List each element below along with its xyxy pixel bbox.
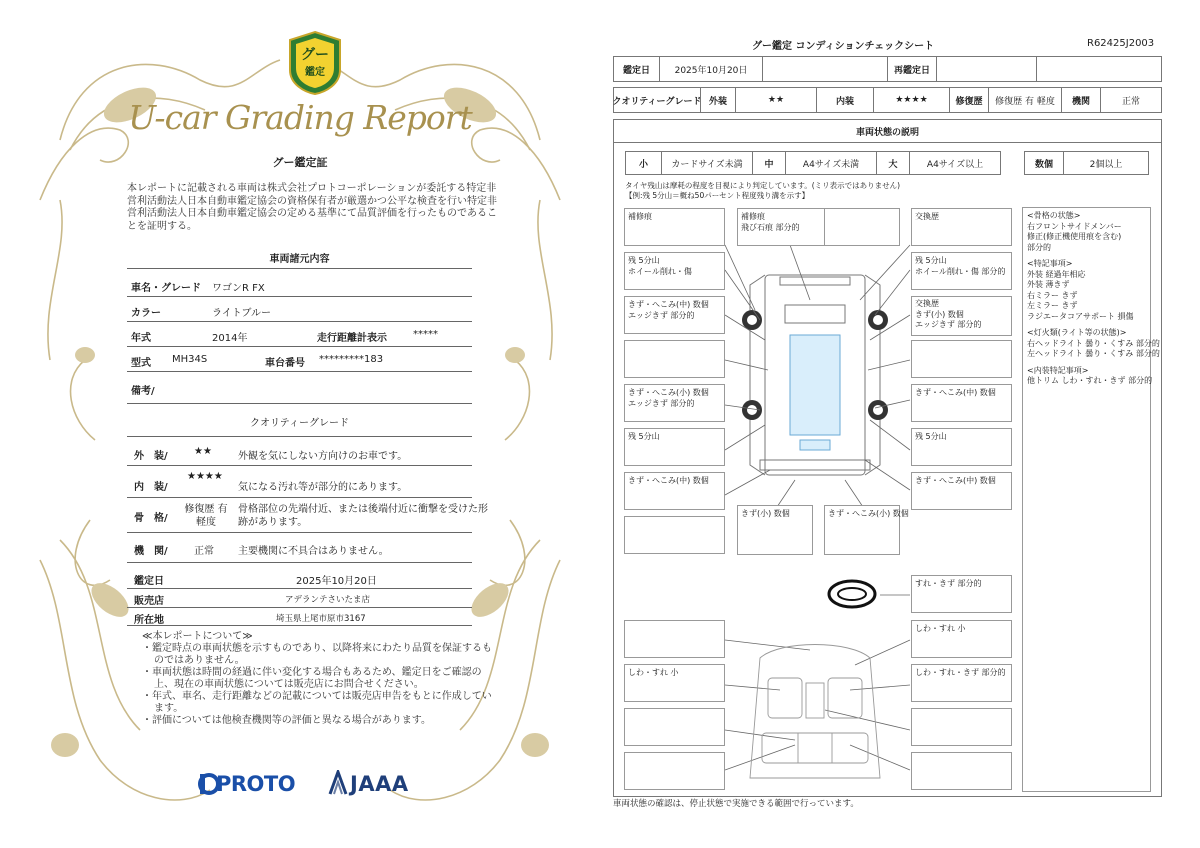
- year-label: 年式: [131, 333, 151, 344]
- engine-value: 正常: [1100, 87, 1162, 113]
- int-value: ★★★★: [873, 87, 950, 113]
- chassis-label: 車台番号: [265, 358, 305, 369]
- damage-box: 残 5分山 ホイール削れ・傷: [624, 252, 725, 290]
- damage-box: [911, 708, 1012, 746]
- color-value: ライトブルー: [212, 308, 271, 319]
- name-label: 車名・グレード: [131, 283, 201, 294]
- certificate-title: グー鑑定証: [272, 156, 328, 169]
- legend-mid-desc: A4サイズ未満: [785, 151, 877, 175]
- damage-box: すれ・きず 部分的: [911, 575, 1012, 613]
- legend-large-desc: A4サイズ以上: [909, 151, 1001, 175]
- grade-label: クオリティーグレード: [613, 87, 701, 113]
- panel-line: 部分的: [1027, 242, 1051, 252]
- panel-line: ラジエータコアサポート 損傷: [1027, 311, 1134, 321]
- mileage-label: 走行距離計表示: [317, 333, 387, 344]
- chassis-value: *********183: [319, 354, 384, 365]
- quality-int-label: 内 装/: [134, 482, 168, 493]
- note-item: ・年式、車名、走行距離などの記載については販売店申告をもとに作成しています。: [142, 691, 492, 714]
- name-value: ワゴンR FX: [212, 283, 265, 294]
- legend-small-desc: カードサイズ未満: [661, 151, 753, 175]
- legend-count: 数個: [1024, 151, 1064, 175]
- damage-box: [911, 340, 1012, 378]
- panel-line: 修正(修正機使用痕を含む): [1027, 232, 1122, 241]
- engine-label: 機関: [1061, 87, 1101, 113]
- damage-box: きず(小) 数個: [737, 505, 813, 555]
- legend-small: 小: [625, 151, 662, 175]
- quality-ext-label: 外 装/: [134, 451, 168, 462]
- ext-value: ★★: [735, 87, 817, 113]
- year-value: 2014年: [212, 333, 248, 344]
- panel-line: <内装特記事項>: [1027, 365, 1089, 375]
- dealer-value: アデランテさいたま店: [285, 595, 371, 605]
- ext-label: 外装: [700, 87, 736, 113]
- car-interior-diagram: [740, 638, 890, 790]
- repair-value: 修復歴 有 軽度: [988, 87, 1062, 113]
- panel-line: <灯火類(ライト等の状態)>: [1027, 328, 1127, 337]
- damage-box: 補修痕: [624, 208, 725, 246]
- condition-notes-panel: [1022, 207, 1160, 792]
- damage-box: きず・へこみ(中) 数個: [911, 472, 1012, 510]
- damage-box: 残 5分山 ホイール削れ・傷 部分的: [911, 252, 1012, 290]
- quality-frame-label: 骨 格/: [134, 513, 168, 524]
- note-item: ・鑑定時点の車両状態を示すものであり、以降将来にわたり品質を保証するものではありません。: [142, 643, 492, 666]
- damage-box: しわ・すれ・きず 部分的: [911, 664, 1012, 702]
- date-label: 鑑定日: [613, 56, 660, 82]
- quality-int-desc: 気になる汚れ等が部分的にあります。: [238, 482, 408, 493]
- damage-box: [911, 752, 1012, 790]
- damage-box: [824, 208, 900, 246]
- damage-box: [624, 752, 725, 790]
- damage-box: [624, 340, 725, 378]
- damage-box: 交換歴 きず(小) 数個 エッジきず 部分的: [911, 296, 1012, 336]
- panel-line: 外装 薄きず: [1027, 280, 1070, 289]
- sheet-id: R62425J2003: [1087, 38, 1155, 49]
- tire-note: タイヤ残山は摩耗の程度を目視により判定しています。(ミリ表示ではありません): [625, 181, 901, 190]
- quality-int-grade: ★★★★: [187, 471, 223, 482]
- int-label: 内装: [816, 87, 874, 113]
- dealer-label: 販売店: [134, 596, 164, 607]
- divider: [127, 268, 472, 269]
- panel-line: <特記事項>: [1027, 259, 1073, 268]
- damage-box: きず・へこみ(中) 数個: [624, 472, 725, 510]
- damage-box: [624, 620, 725, 658]
- sheet-footer: 車両状態の確認は、停止状態で実施できる範囲で行っています。: [613, 799, 859, 809]
- note-item: ・車両状態は時間の経過に伴い変化する場合もあるため、鑑定日をご確認の上、現在の車両状態については販売店にお問合せください。: [142, 667, 482, 690]
- jaaa-logo-icon: [328, 770, 348, 796]
- damage-box: 残 5分山: [624, 428, 725, 466]
- quality-title: クオリティーグレード: [250, 418, 349, 429]
- specs-title: 車両諸元内容: [269, 254, 330, 265]
- damage-box: しわ・すれ 小: [911, 620, 1012, 658]
- damage-box: きず・へこみ(小) 数個 エッジきず 部分的: [624, 384, 725, 422]
- certificate-body: 本レポートに記載される車両は株式会社プロトコーポレーションが委託する特定非営利活動法人日本自動車鑑定協会の資格保有者が厳選かつ公平な検査を行い特定非営利活動法人日本自動車鑑定協会の定める基準にて品質評価を行ったものであることを証明する。: [127, 183, 497, 232]
- condition-check-sheet: [600, 0, 1200, 848]
- proto-logo: PROTO: [216, 772, 296, 796]
- legend-count-desc: 2個以上: [1063, 151, 1149, 175]
- panel-line: 右ヘッドライト 曇り・くすみ 部分的: [1027, 338, 1160, 348]
- model-value: MH34S: [172, 354, 208, 365]
- legend-large: 大: [876, 151, 910, 175]
- quality-engine-label: 機 関/: [134, 546, 168, 557]
- legend-mid: 中: [752, 151, 786, 175]
- condition-title: 車両状態の説明: [613, 119, 1162, 143]
- report-notes: [142, 631, 492, 727]
- report-script-title: U-car Grading Report: [128, 98, 472, 137]
- panel-line: 左ヘッドライト 曇り・くすみ 部分的: [1027, 349, 1160, 358]
- panel-line: 外装 経過年相応: [1027, 269, 1086, 279]
- redate-label: 再鑑定日: [887, 56, 937, 82]
- panel-line: 右ミラー きず: [1027, 290, 1078, 300]
- damage-box: [624, 516, 725, 554]
- appraisal-date-value: 2025年10月20日: [296, 576, 377, 587]
- notes-title: ≪本レポートについて≫: [142, 631, 253, 642]
- damage-box: 交換歴: [911, 208, 1012, 246]
- panel-line: 右フロントサイドメンバー: [1027, 221, 1122, 231]
- remarks-label: 備考/: [131, 386, 155, 397]
- damage-box: きず・へこみ(中) 数個: [911, 384, 1012, 422]
- panel-line: <骨格の状態>: [1027, 211, 1081, 220]
- quality-engine-grade: 正常: [194, 546, 214, 557]
- panel-line: 他トリム しわ・すれ・きず 部分的: [1027, 376, 1153, 385]
- tire-note-example: 【例:残 5分山＝概ね50パーセント程度残り溝を示す】: [625, 191, 810, 200]
- damage-box: きず・へこみ(小) 数個: [824, 505, 900, 555]
- panel-line: 左ミラー きず: [1027, 301, 1078, 310]
- damage-box: きず・へこみ(中) 数個 エッジきず 部分的: [624, 296, 725, 334]
- badge-text-bottom: 鑑定: [305, 67, 325, 78]
- repair-label: 修復歴: [949, 87, 989, 113]
- location-value: 埼玉県上尾市原市3167: [276, 614, 366, 624]
- jaaa-logo: JAAA: [350, 772, 409, 796]
- quality-ext-grade: ★★: [194, 446, 212, 457]
- date-value: 2025年10月20日: [659, 56, 763, 82]
- proto-logo-icon: [198, 772, 218, 796]
- quality-engine-desc: 主要機関に不具合はありません。: [238, 546, 389, 557]
- badge-text-top: グー: [301, 47, 329, 63]
- quality-frame-desc: 骨格部位の先端付近、または後端付近に衝撃を受けた形跡があります。: [238, 504, 488, 528]
- damage-box: しわ・すれ 小: [624, 664, 725, 702]
- damage-box: 残 5分山: [911, 428, 1012, 466]
- steering-wheel-icon: [826, 578, 878, 610]
- quality-frame-grade: 修復歴 有 軽度: [184, 504, 228, 528]
- model-label: 型式: [131, 358, 151, 369]
- note-item: ・評価については他検査機関等の評価と異なる場合があります。: [142, 715, 431, 726]
- location-label: 所在地: [134, 615, 164, 626]
- damage-box: 補修痕 飛び石痕 部分的: [737, 208, 838, 246]
- quality-ext-desc: 外観を気にしない方向けのお車です。: [238, 451, 408, 462]
- sheet-title: グー鑑定 コンディションチェックシート: [752, 41, 935, 52]
- color-label: カラー: [131, 308, 161, 319]
- damage-box: [624, 708, 725, 746]
- mileage-value: *****: [413, 329, 438, 340]
- appraisal-date-label: 鑑定日: [134, 576, 164, 587]
